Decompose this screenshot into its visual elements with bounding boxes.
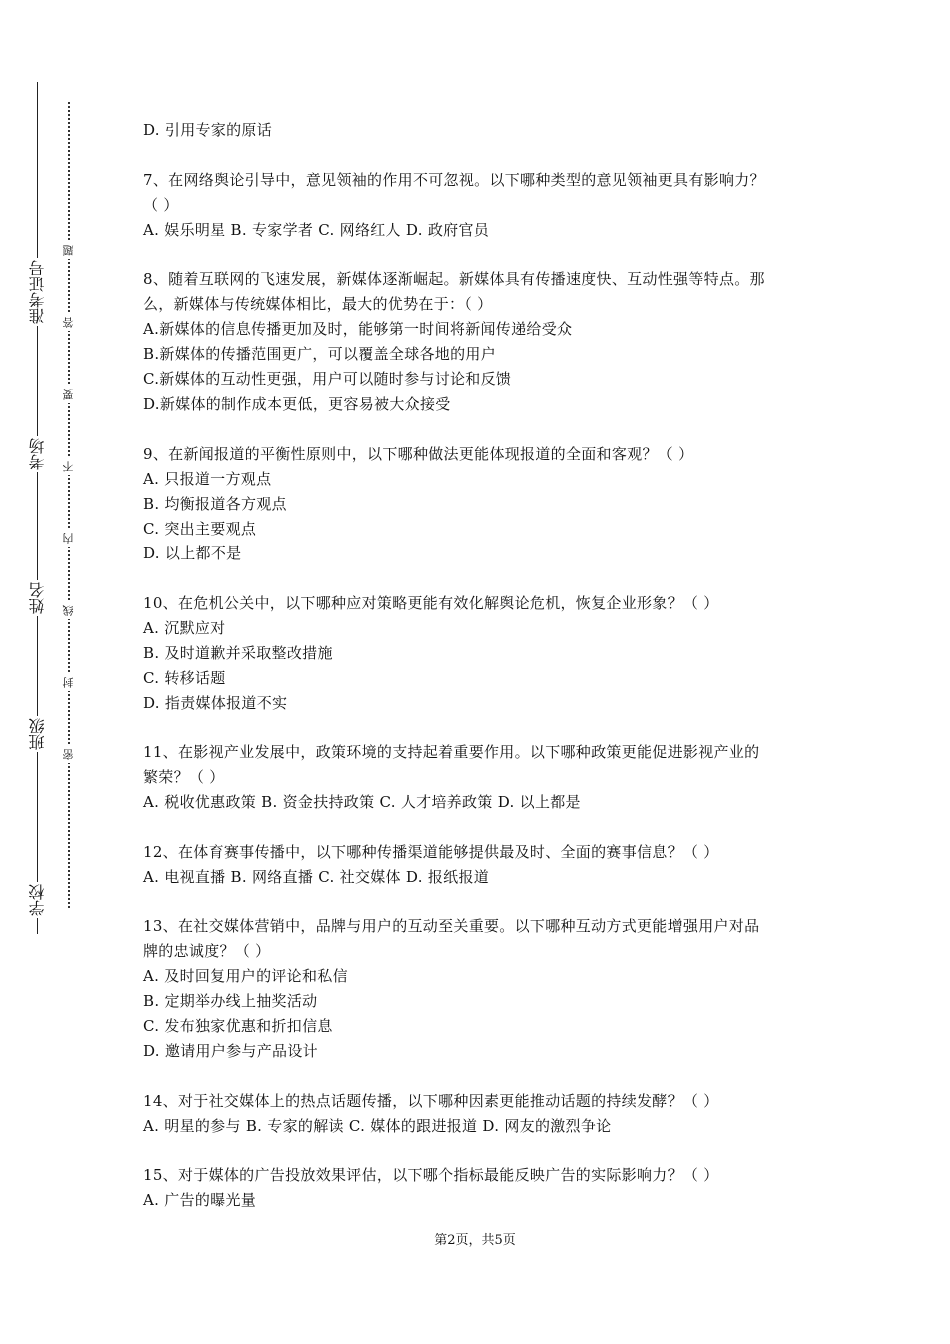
question-10-option-d: D. 指责媒体报道不实 [143,694,288,712]
question-10-option-c: C. 转移话题 [143,669,226,687]
seal-char-yao: 要 [60,386,78,403]
question-9: 9、在新闻报道的平衡性原则中，以下哪种做法更能体现报道的全面和客观？（ ） [143,445,694,463]
binding-dotted-line [68,102,70,908]
seal-char-xian: 线 [60,602,78,619]
question-13: 13、在社交媒体营销中，品牌与用户的互动至关重要。以下哪种互动方式更能增强用户对品 [143,917,760,935]
question-12: 12、在体育赛事传播中，以下哪种传播渠道能够提供最及时、全面的赛事信息？（ ） [143,843,719,861]
seal-char-bu: 不 [60,458,78,475]
question-8: 8、随着互联网的飞速发展，新媒体逐渐崛起。新媒体具有传播速度快、互动性强等特点。那 [143,270,765,288]
question-11-options: A. 税收优惠政策 B. 资金扶持政策 C. 人才培养政策 D. 以上都是 [143,793,581,811]
question-9-option-a: A. 只报道一方观点 [143,470,272,488]
question-8-option-c: C.新媒体的互动性更强，用户可以随时参与讨论和反馈 [143,370,512,388]
question-12-options: A. 电视直播 B. 网络直播 C. 社交媒体 D. 报纸报道 [143,868,490,886]
question-13-cont: 牌的忠诚度？（ ） [143,942,271,960]
question-13-option-d: D. 邀请用户参与产品设计 [143,1042,318,1060]
question-7-bracket: （ ） [143,196,179,214]
question-15-option-a: A. 广告的曝光量 [143,1191,257,1209]
question-8-option-d: D.新媒体的制作成本更低，更容易被大众接受 [143,395,451,413]
question-9-option-d: D. 以上都不是 [143,544,242,562]
question-7-options: A. 娱乐明星 B. 专家学者 C. 网络红人 D. 政府官员 [143,221,490,239]
question-10-option-a: A. 沉默应对 [143,619,226,637]
question-15: 15、对于媒体的广告投放效果评估，以下哪个指标最能反映广告的实际影响力？（ ） [143,1166,719,1184]
question-10: 10、在危机公关中，以下哪种应对策略更能有效化解舆论危机，恢复企业形象？（ ） [143,594,719,612]
question-8-option-b: B.新媒体的传播范围更广，可以覆盖全球各地的用户 [143,345,496,363]
question-10-option-b: B. 及时道歉并采取整改措施 [143,644,333,662]
question-8-cont: 么，新媒体与传统媒体相比，最大的优势在于：（ ） [143,295,493,313]
question-9-option-c: C. 突出主要观点 [143,520,257,538]
option-line: D. 引用专家的原话 [143,121,273,139]
question-13-option-a: A. 及时回复用户的评论和私信 [143,967,348,985]
page-footer: 第2页，共5页 [434,1233,516,1248]
seal-char-feng: 封 [60,674,78,691]
question-11: 11、在影视产业发展中，政策环境的支持起着重要作用。以下哪种政策更能促进影视产业的 [143,743,760,761]
exam-room-label: 考场 [22,436,54,472]
class-label: 班级 [22,716,54,752]
question-13-option-b: B. 定期举办线上抽奖活动 [143,992,318,1010]
question-14: 14、对于社交媒体上的热点话题传播，以下哪种因素更能推动话题的持续发酵？（ ） [143,1092,719,1110]
question-11-cont: 繁荣？（ ） [143,768,225,786]
exam-number-label: 准考证号 [22,258,54,326]
question-9-option-b: B. 均衡报道各方观点 [143,495,287,513]
seal-char-ti: 题 [60,242,78,259]
binding-margin [0,0,120,1344]
question-14-options: A. 明星的参与 B. 专家的解读 C. 媒体的跟进报道 D. 网友的激烈争论 [143,1117,612,1135]
seal-char-da: 答 [60,314,78,331]
seal-char-mi: 密 [60,746,78,763]
question-8-option-a: A.新媒体的信息传播更加及时，能够第一时间将新闻传递给受众 [143,320,573,338]
question-7: 7、在网络舆论引导中，意见领袖的作用不可忽视。以下哪种类型的意见领袖更具有影响力？ [143,171,765,189]
school-label: 学校 [22,882,54,918]
question-13-option-c: C. 发布独家优惠和折扣信息 [143,1017,333,1035]
name-label: 姓名 [22,580,54,616]
seal-char-nei: 内 [60,530,78,547]
binding-solid-line [37,82,38,934]
